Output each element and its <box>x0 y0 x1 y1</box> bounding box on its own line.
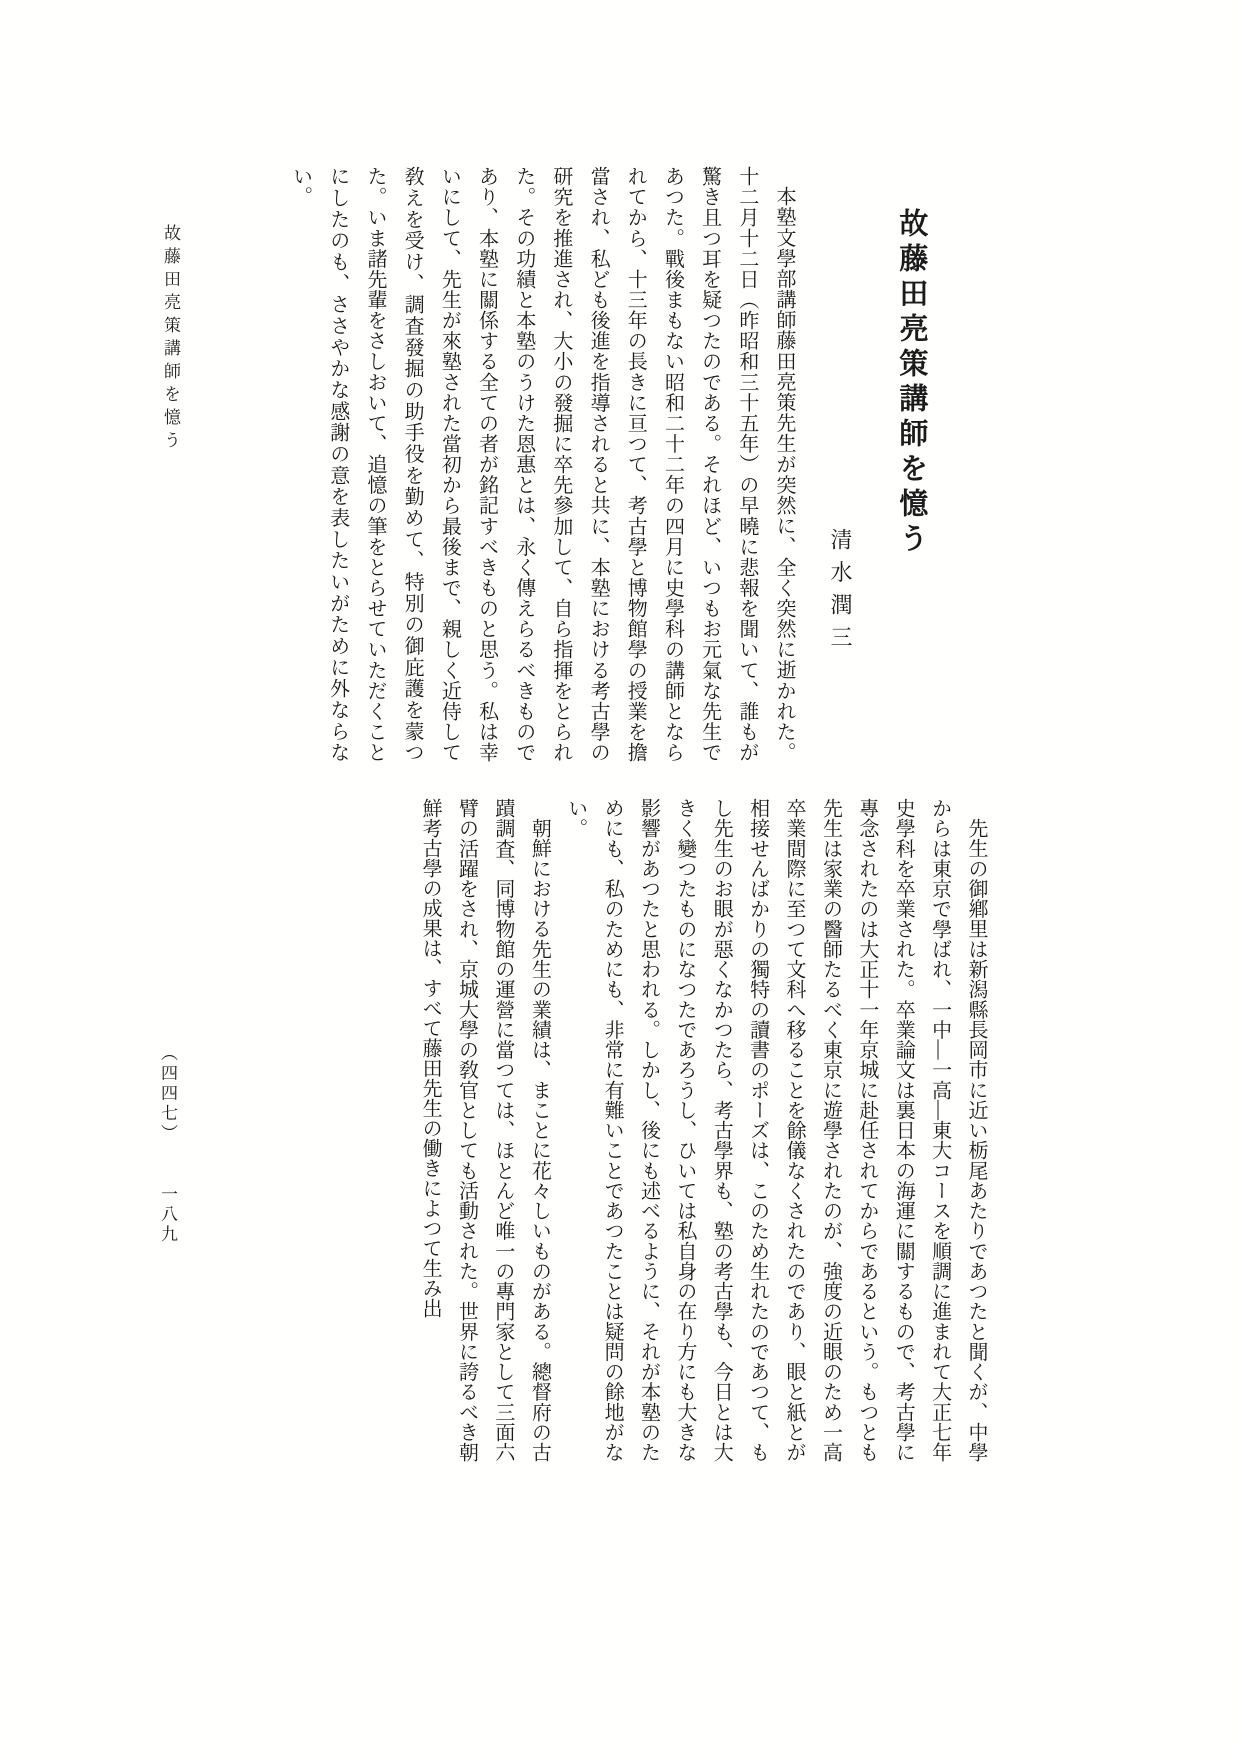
author-name: 清水潤三 <box>828 528 853 659</box>
page-number: 一八九 <box>158 1185 177 1246</box>
article-body-bottom <box>216 798 994 1462</box>
running-header: 故藤田亮策講師を憶う <box>161 224 180 454</box>
paragraph-2: 先生の御鄕里は新潟縣長岡市に近い栃尾あたりであつたと聞くが、中學からは東京で學ばれ、一中―一高―東大コースを順調に進まれて大正七年史學科を卒業された。卒業論文は裏日本の海運に關するもので、考古學に專念されたのは大正十一年京城に赴任されてからであるという。もつとも先生は家業の醫師たるべく東京に遊學されたのが、強度の近眼のため一高卒業間際に至つて文科へ移ることを餘儀なくされたのであり、眼と紙とが相接せんばかりの獨特の讀書のポーズは、このため生れたのであつて、もし先生のお眼が惡くなかつたら、考古學界も、塾の考古學も、今日とは大きく變つたものになつたであろうし、ひいては私自身の在り方にも大きな影響があつたと思われる。しかし、後にも述べるように、それが本塾のためにも、私のためにも、非常に有難いことであつたことは疑問の餘地がない。 <box>564 798 987 1462</box>
paragraph-1: 本塾文學部講師藤田亮策先生が突然に、全く突然に逝かれた。十二月十二日（昨昭和三十五年）の早曉に悲報を聞いて、誰もが驚き且つ耳を疑つたのである。それほど、いつもお元氣な先生であつた。戰後まもない昭和二十二年の四月に史學科の講師となられてから、十三年の長きに亘つて、考古學と博物館學の授業を擔當され、私ども後進を指導されると共に、本塾における考古學の研究を推進され、大小の發掘に卒先參加して、自ら指揮をとられた。その功績と本塾のうけた恩惠とは、永く傳えらるべきものであり、本塾に關係する全ての者が銘記すべきものと思う。私は幸いにして、先生が來塾された當初から最後まで、親しく近侍して敎えを受け、調査發掘の助手役を勤めて、特別の御庇護を蒙つた。いま諸先輩をさしおいて、追憶の筆をとらせていただくことにしたのも、ささやかな感謝の意を表したいがために外ならない。 <box>289 166 795 762</box>
folio-block <box>155 1044 180 1245</box>
article-title: 故藤田亮策講師を憶う <box>895 208 928 558</box>
paragraph-3: 朝鮮における先生の業績は、まことに花々しいものがある。總督府の古蹟調査、同博物館の運營に當つては、ほとんど唯一の專門家として三面六臂の活躍をされ、京城大學の敎官としても活動された。世界に誇るべき朝鮮考古學の成果は、すべて藤田先生の働きによつて生み出 <box>419 798 551 1462</box>
folio: （四四七） <box>158 1044 177 1144</box>
article-body-top <box>218 166 802 762</box>
